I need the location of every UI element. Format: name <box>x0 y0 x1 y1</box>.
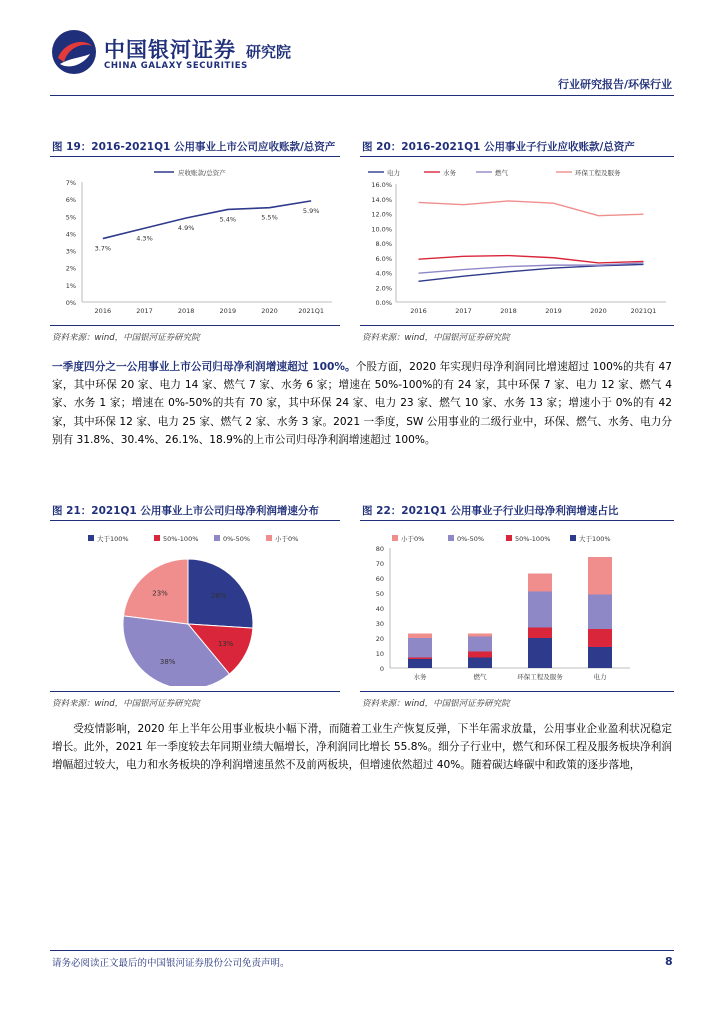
fig22-bottom-rule <box>360 691 674 692</box>
legend-label: 50%-100% <box>163 535 199 543</box>
y-tick-label: 30 <box>375 620 384 628</box>
y-tick-label: 16.0% <box>371 181 392 189</box>
legend-label: 0%-50% <box>457 535 485 543</box>
fig21-source: 资料来源：wind，中国银河证券研究院 <box>52 699 200 709</box>
series-line-1 <box>419 256 644 263</box>
fig19-top-rule <box>50 156 340 157</box>
x-tick-label: 燃气 <box>473 673 487 681</box>
y-tick-label: 3% <box>65 247 76 256</box>
bar-segment <box>468 658 492 669</box>
y-tick-label: 20 <box>375 635 384 643</box>
bar-segment <box>468 634 492 637</box>
x-tick-label: 水务 <box>413 673 427 681</box>
data-label: 4.9% <box>177 224 195 232</box>
y-tick-label: 70 <box>375 560 384 568</box>
data-label: 5.4% <box>219 215 237 224</box>
fig19-source: 资料来源：wind，中国银河证券研究院 <box>52 333 200 343</box>
bar-segment <box>408 659 432 668</box>
paragraph-net-profit-distribution <box>52 358 672 449</box>
paragraph-body: 个股方面，2020 年实现归母净利润同比增速超过 100%的共有 47 家，其中环保 20 家、电力 14 家、燃气 7 家、水务 6 家；增速在 50%-100%的有 24 家，其中环保 7 家、电力 12 家、燃气 4 家、水务 1 家；增速在 0%-50%的共有 70 家，其中环保 24 家、电力 23 家、燃气 10 家、水务 13 家；增速小于 0%的有 42 家，其中环保 12 家、电力 25 家、燃气 2 家、水务 3 家。2021 一季度，SW 公用事业的二级行业中，环保、燃气、水务、电力分别有 31.8%、30.4%、26.1%、18.9%的上市公司归母净利润增速超过 100%。 <box>52 361 673 446</box>
bar-segment <box>528 574 552 592</box>
bar-segment <box>588 595 612 630</box>
data-label: 4.3% <box>136 234 153 243</box>
x-tick-label: 2018 <box>500 307 517 315</box>
fig19-title: 图 19：2016-2021Q1 公用事业上市公司应收账款/总资产 <box>52 141 336 153</box>
y-tick-label: 5% <box>65 213 76 222</box>
legend-swatch <box>392 535 398 541</box>
x-tick-label: 2021Q1 <box>298 307 325 315</box>
y-tick-label: 4.0% <box>375 269 392 278</box>
header-rule <box>50 95 674 96</box>
legend-label: 小于0% <box>275 535 299 543</box>
footer-rule <box>50 950 674 951</box>
y-tick-label: 40 <box>375 605 384 613</box>
paragraph-sector-outlook <box>52 720 672 775</box>
x-tick-label: 2016 <box>94 307 112 315</box>
legend-swatch <box>448 535 454 541</box>
logo-chinese: 中国银河证券 <box>104 38 236 62</box>
y-tick-label: 4% <box>65 230 76 239</box>
paragraph-body: 受疫情影响，2020 年上半年公用事业板块小幅下滑，而随着工业生产恢复反弹，下半年需求放量，公用事业企业盈利状况稳定增长。此外，2021 年一季度较去年同期业绩大幅增长，净利润同比增长 55.8%。细分子行业中，燃气和环保工程及服务板块净利润增幅超过较大，电力和水务板块的净利润增速虽然不及前两板块，但增速依然超过 40%。随着碳达峰碳中和政策的逐步落地， <box>52 723 672 772</box>
x-tick-label: 2019 <box>545 307 562 315</box>
legend-label: 电力 <box>387 169 400 177</box>
y-tick-label: 8.0% <box>375 240 392 248</box>
report-type: 行业研究报告/环保行业 <box>557 78 672 91</box>
series-line-0 <box>419 264 644 281</box>
y-tick-label: 50 <box>375 590 384 598</box>
x-tick-label: 2017 <box>455 307 472 315</box>
data-label: 5.9% <box>302 206 320 215</box>
x-tick-label: 电力 <box>593 673 607 681</box>
x-tick-label: 2019 <box>219 307 237 315</box>
fig22-chart <box>360 526 674 686</box>
legend-label: 燃气 <box>495 169 508 177</box>
fig22-source: 资料来源：wind，中国银河证券研究院 <box>362 699 510 709</box>
y-tick-label: 7% <box>65 179 76 187</box>
slice-label: 13% <box>217 640 234 649</box>
legend-label: 50%-100% <box>515 535 551 543</box>
legend-label: 大于100% <box>97 535 129 543</box>
bar-segment <box>588 629 612 647</box>
bar-segment <box>408 638 432 658</box>
fig19-bottom-rule <box>50 325 340 326</box>
slice-label: 26% <box>211 592 227 601</box>
legend-swatch <box>506 535 512 541</box>
bar-segment <box>468 637 492 652</box>
institute-name: 研究院 <box>246 43 292 61</box>
y-tick-label: 12.0% <box>371 210 392 219</box>
bar-segment <box>468 652 492 658</box>
x-tick-label: 2017 <box>136 307 153 315</box>
x-tick-label: 2018 <box>177 307 195 315</box>
y-tick-label: 60 <box>375 575 384 583</box>
legend-swatch <box>570 535 576 541</box>
legend-label: 应收账款/总资产 <box>178 169 226 177</box>
page-number: 8 <box>665 955 673 968</box>
legend-label: 0%-50% <box>223 535 251 543</box>
x-tick-label: 2021Q1 <box>630 307 657 315</box>
y-tick-label: 10.0% <box>371 225 392 234</box>
legend-label: 大于100% <box>579 535 611 543</box>
series-line-3 <box>419 201 644 216</box>
legend-swatch <box>266 535 272 541</box>
fig19-chart <box>50 160 340 320</box>
legend-swatch <box>88 535 94 541</box>
fig20-source: 资料来源：wind，中国银河证券研究院 <box>362 333 510 343</box>
legend-label: 环保工程及服务 <box>575 169 621 177</box>
bar-segment <box>588 557 612 595</box>
fig20-top-rule <box>360 156 674 157</box>
bar-segment <box>408 658 432 660</box>
fig21-top-rule <box>50 520 340 521</box>
fig22-top-rule <box>360 520 674 521</box>
data-label: 5.5% <box>261 213 278 222</box>
y-tick-label: 10 <box>375 650 384 658</box>
fig22-title: 图 22：2021Q1 公用事业子行业归母净利润增速占比 <box>362 505 619 517</box>
y-tick-label: 2.0% <box>375 284 392 293</box>
fig20-chart <box>360 160 674 320</box>
slice-label: 23% <box>152 589 168 598</box>
slice-label: 38% <box>159 658 176 667</box>
legend-swatch <box>214 535 220 541</box>
x-tick-label: 2016 <box>410 307 427 315</box>
fig20-title: 图 20：2016-2021Q1 公用事业子行业应收账款/总资产 <box>362 141 635 153</box>
bar-segment <box>528 628 552 639</box>
y-tick-label: 0.0% <box>375 299 392 307</box>
fig20-bottom-rule <box>360 325 674 326</box>
legend-swatch <box>154 535 160 541</box>
legend-label: 小于0% <box>401 535 425 543</box>
logo-english: CHINA GALAXY SECURITIES <box>104 61 248 71</box>
bar-segment <box>588 647 612 668</box>
x-tick-label: 2020 <box>590 307 607 315</box>
fig21-chart <box>50 526 340 686</box>
bar-segment <box>528 638 552 668</box>
x-tick-label: 环保工程及服务 <box>517 673 563 681</box>
company-logo <box>50 28 98 76</box>
bar-segment <box>528 592 552 628</box>
y-tick-label: 0% <box>65 299 76 307</box>
bar-segment <box>408 634 432 639</box>
data-label: 3.7% <box>94 244 112 253</box>
x-tick-label: 2020 <box>261 307 278 315</box>
y-tick-label: 1% <box>65 281 76 290</box>
fig21-bottom-rule <box>50 691 340 692</box>
paragraph-lead: 一季度四分之一公用事业上市公司归母净利润增速超过 100%。 <box>52 361 356 373</box>
fig21-title: 图 21：2021Q1 公用事业上市公司归母净利润增速分布 <box>52 505 319 517</box>
y-tick-label: 2% <box>65 264 76 273</box>
footer-disclaimer: 请务必阅读正文最后的中国银河证券股份公司免责声明。 <box>52 958 290 969</box>
legend-label: 水务 <box>443 169 456 177</box>
series-line <box>103 201 311 239</box>
y-tick-label: 6.0% <box>375 254 392 263</box>
y-tick-label: 14.0% <box>371 195 392 204</box>
y-tick-label: 6% <box>65 196 76 205</box>
series-line-2 <box>419 263 644 273</box>
y-tick-label: 0 <box>379 665 384 673</box>
y-tick-label: 80 <box>375 545 384 553</box>
